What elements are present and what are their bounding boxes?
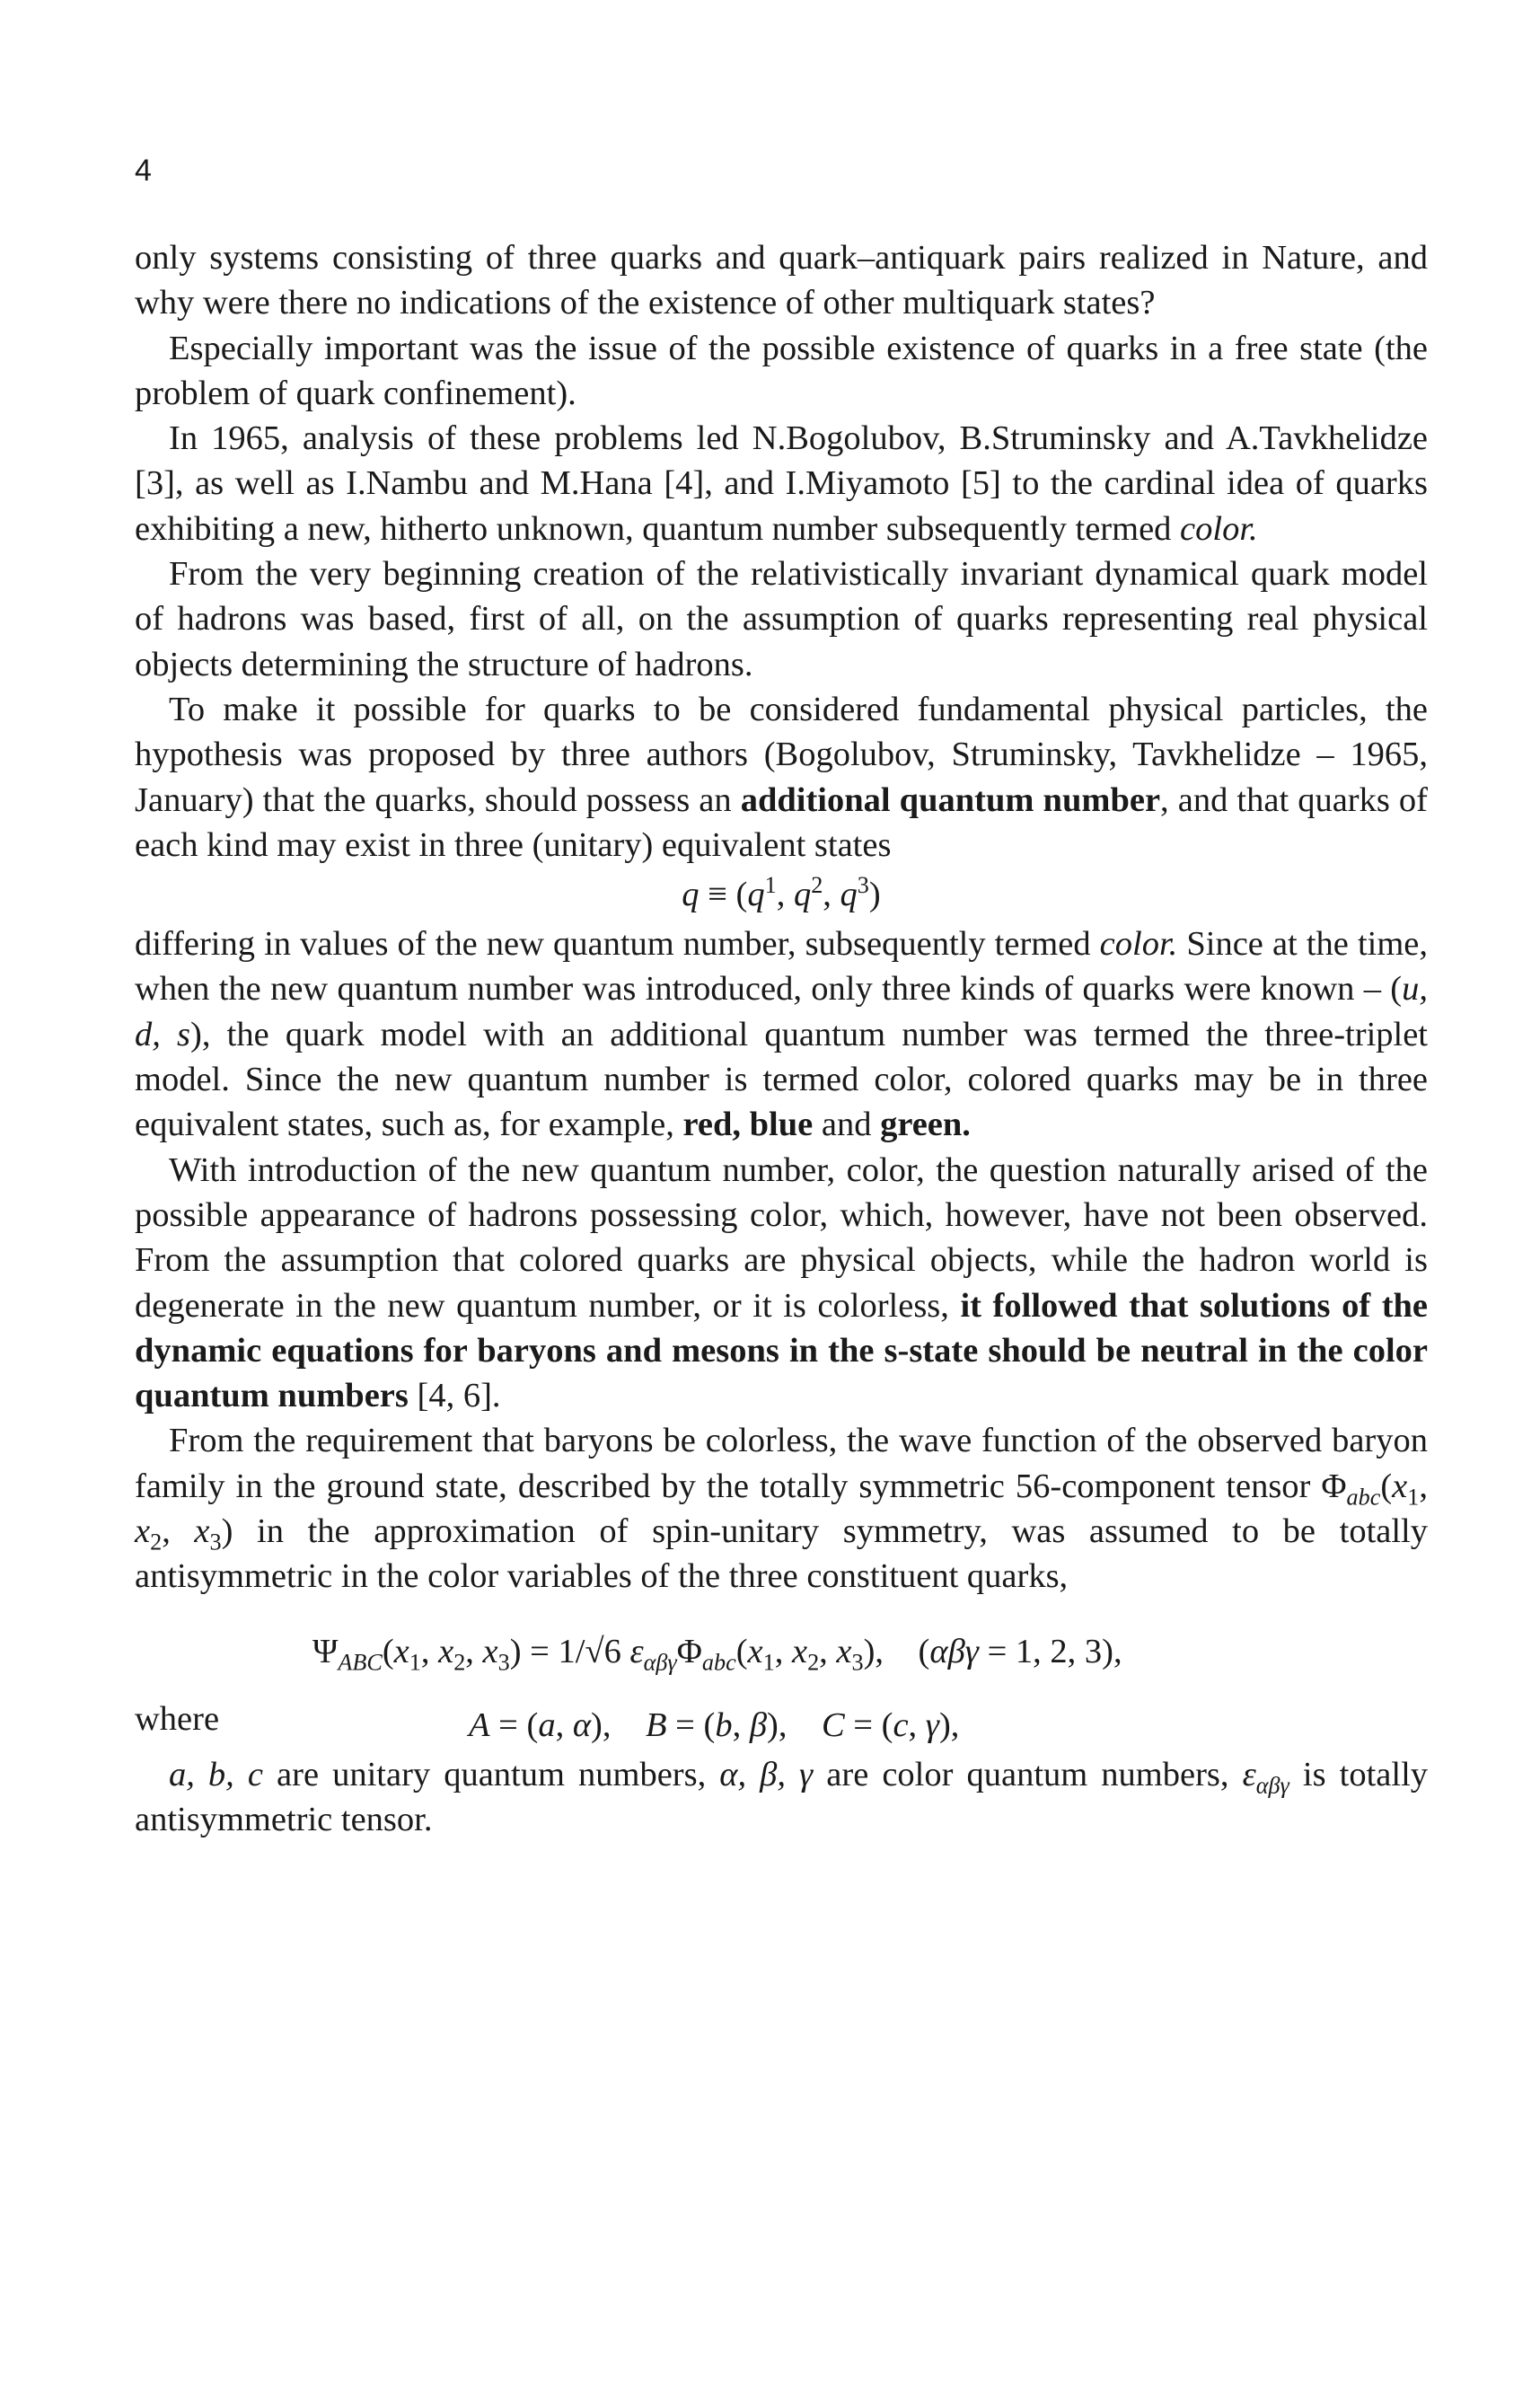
paragraph-2: Especially important was the issue of the possible existence of quarks in a free state (the problem of quark confinement). — [135, 329, 1428, 412]
where-label: where — [135, 1699, 220, 1738]
body-text — [135, 235, 1428, 1842]
color-blue: blue — [749, 1106, 814, 1144]
paragraph-5-text-a: To make it possible for quarks to be considered fundamental physical particles, the hypothesis was proposed by three authors (Bogolubov, Struminsky, Tavkhelidze – 1965, January) that the quarks, should possess an — [135, 690, 1428, 819]
paragraph-6-text-a: differing in values of the new quantum number, subsequently termed — [135, 925, 1091, 964]
equation-index-definitions: A = (a, α), B = (b, β), C = (c, γ), — [469, 1705, 960, 1744]
paragraph-6-and: and — [821, 1106, 872, 1144]
paragraph-6-emphasis: color. — [1099, 925, 1178, 964]
paragraph-1: only systems consisting of three quarks and quark–antiquark pairs realized in Nature, and why were there no indications of the existence of other multiquark states? — [135, 239, 1428, 322]
paragraph-9-text-a: are unitary quantum numbers, — [277, 1755, 707, 1793]
paragraph-4: From the very beginning creation of the relativistically invariant dynamical quark model of hadrons was based, first of all, on the assumption of quarks representing real physical objects determining the structure of hadrons. — [135, 555, 1428, 683]
paragraph-7 — [135, 1148, 1428, 1419]
paragraph-6-text-c: , the quark model with an additional quantum number was termed the three-triplet model. Since the new quantum number is termed color, colored quarks may be in three equivalent states, such as, for example, — [135, 1015, 1428, 1144]
paragraph-9-text-b: are color quantum numbers, — [826, 1755, 1229, 1793]
equation-baryon-wavefunction: $\Psi_{ABC}(x_1$, $x_2$, $x_3) = 1/√6$ $\varepsilon_{\alpha\beta\gamma}\Phi_{abc}(x_1$, $x_2$, $x_3$), (αβγ = 1, 2, 3), — [312, 1632, 1122, 1676]
paragraph-8-text-b: in the approximation of spin-unitary symmetry, was assumed to be totally antisymmetric in the color variables of the three constituent quarks, — [135, 1512, 1428, 1596]
paragraph-9: a, b, c are unitary quantum numbers, α, β, γ are color quantum numbers, $\varepsilon_{\alpha\beta\gamma}$ is totally antisymmetric tensor. — [135, 1755, 1429, 1838]
paragraph-5-bold: additional quantum number — [740, 780, 1161, 819]
paragraph-7-bold: it followed that solutions of the dynamic equations for baryons and mesons in the s-state should be neutral in the color quantum numbers — [135, 1286, 1429, 1415]
paragraph-6-text-b: Since at the time, when the new quantum number was introduced, only three kinds of quarks were known – — [135, 925, 1428, 1009]
page-number: 4 — [135, 154, 152, 188]
paragraph-6: differing in values of the new quantum number, subsequently termed color. Since at the time, when the new quantum number was introduced, only three kinds of quarks were known – (u, d, s), the quark model with an additional quantum number was termed the three-triplet model. Since the new quantum number is termed color, colored quarks may be in three equivalent states, such as, for example, red, blue and green. — [135, 925, 1428, 1144]
color-green: green. — [880, 1106, 971, 1144]
paragraph-3-text: In 1965, analysis of these problems led N.Bogolubov, B.Struminsky and A.Tavkhelidze [3], as well as I.Nambu and M.Hana [4], and I.Miyamoto [5] to the cardinal idea of quarks exhibiting a new, hitherto unknown, quantum number subsequently termed — [135, 419, 1428, 548]
paragraph-9-text-c: is totally antisymmetric tensor. — [135, 1755, 1429, 1838]
paragraph-5-text-b: , and that quarks of each kind may exist in three (unitary) equivalent states — [135, 780, 1429, 864]
paragraph-8-text-a: From the requirement that baryons be colorless, the wave function of the observed baryon family in the ground state, described by the totally symmetric 56-component tensor — [135, 1422, 1428, 1505]
paragraph-7-text-b: [4, 6]. — [417, 1377, 501, 1415]
paragraph-7-text-a: With introduction of the new quantum number, color, the question naturally arised of the possible appearance of hadrons possessing color, which, however, have not been observed. From the assumption that colored quarks are physical objects, while the hadron world is degenerate in the new quantum number, or it is colorless, — [135, 1150, 1428, 1325]
color-red: red, — [682, 1106, 741, 1144]
paragraph-3 — [135, 416, 1428, 551]
paragraph-5 — [135, 687, 1428, 868]
equation-color-triplet: $q \equiv (q^1$, $q^2$, $q^3$) — [682, 872, 881, 914]
paragraph-3-emphasis: color. — [1180, 509, 1258, 548]
paragraph-8: From the requirement that baryons be colorless, the wave function of the observed baryon family in the ground state, described by the totally symmetric 56-component tensor $\Phi_{abc}(x_1$, $x_2$, $x_3$) in the approximation of spin-unitary symmetry, was assumed to be totally antisymmetric in the color variables of the three constituent quarks, — [135, 1422, 1428, 1596]
